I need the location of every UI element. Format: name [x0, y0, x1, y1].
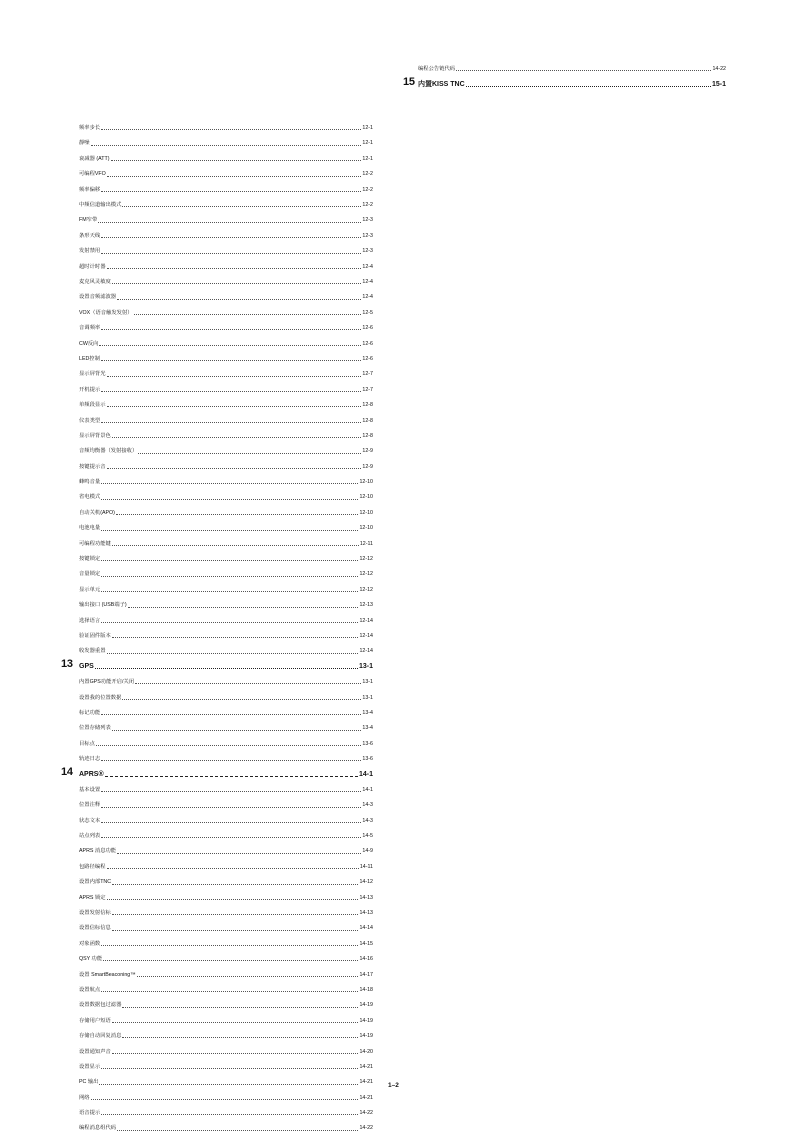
toc-leader-dots [116, 514, 359, 515]
toc-entry-page: 12-11 [359, 540, 373, 547]
toc-entry-title: 内置GPS功能开启/关闭 [79, 679, 135, 686]
toc-entry[interactable] [79, 516, 373, 531]
toc-entry[interactable] [79, 993, 373, 1008]
toc-entry[interactable] [79, 1009, 373, 1024]
toc-leader-dots [137, 976, 359, 977]
toc-entry[interactable] [79, 624, 373, 639]
toc-entry-page: 12-1 [362, 155, 373, 162]
toc-entry-title: 验证固件版本 [79, 632, 111, 639]
toc-entry-title: 电池电量 [79, 525, 101, 532]
toc-entry-page: 13-1 [362, 679, 373, 686]
toc-leader-dots [112, 1022, 359, 1023]
toc-entry[interactable] [79, 378, 373, 393]
toc-leader-dots [135, 683, 361, 684]
toc-entry-title: 设置 SmartBeaconing™ [79, 971, 136, 978]
toc-entry-title: APRS 锁定 [79, 894, 106, 901]
toc-entry-title: 单频段显示 [79, 402, 106, 409]
toc-entry-page: 12-13 [359, 602, 373, 609]
toc-entry-title: 频率步长 [79, 125, 101, 132]
toc-entry[interactable] [418, 56, 726, 72]
toc-leader-dots [107, 268, 362, 269]
chapter-number: 13 [61, 658, 73, 671]
toc-entry[interactable] [79, 1116, 373, 1131]
toc-leader-dots [117, 853, 361, 854]
toc-entry-title: 超时计时器 [79, 263, 106, 270]
toc-entry[interactable] [79, 255, 373, 270]
toc-entry-title: 设置内部TNC [79, 879, 112, 886]
toc-leader-dots [112, 930, 359, 931]
toc-entry[interactable] [79, 1039, 373, 1054]
toc-entry[interactable] [79, 131, 373, 146]
toc-entry-title: 麦克风灵敏度 [79, 279, 111, 285]
toc-entry[interactable] [79, 1070, 373, 1085]
toc-entry-page: 12-2 [362, 171, 373, 178]
toc-entry-title: 内置KISS TNC [418, 81, 465, 88]
toc-entry-title: CW反向 [79, 340, 99, 347]
toc-entry-page: 12-14 [359, 648, 373, 655]
toc-entry-page: 12-2 [362, 202, 373, 209]
toc-entry-title: VOX（语音触发发射） [79, 309, 133, 316]
toc-leader-dots [101, 360, 361, 361]
toc-entry-page: 14-19 [359, 1017, 373, 1024]
toc-leader-dots [122, 206, 361, 207]
toc-entry-page: 14-9 [362, 848, 373, 855]
toc-entry-page: 12-14 [359, 617, 373, 624]
toc-leader-dots [128, 607, 359, 608]
toc-leader-dots [101, 560, 358, 561]
toc-entry-page: 14-3 [362, 802, 373, 809]
toc-entry-page: 13-1 [358, 663, 373, 671]
toc-entry-page: 14-12 [359, 879, 373, 886]
toc-entry-page: 12-1 [362, 125, 373, 132]
toc-entry-title: 可编程VFO [79, 171, 106, 178]
toc-entry-title: LED控制 [79, 355, 100, 362]
toc-leader-dots [107, 899, 359, 900]
toc-entry[interactable] [79, 747, 373, 762]
toc-leader-dots [122, 1007, 358, 1008]
page-number: 1–2 [388, 1082, 399, 1089]
toc-right-column [403, 56, 726, 88]
toc-leader-dots [101, 422, 361, 423]
toc-leader-dots [117, 1130, 358, 1131]
toc-entry-page: 12-7 [362, 371, 373, 378]
toc-leader-dots [107, 176, 362, 177]
toc-entry-page: 12-7 [362, 386, 373, 393]
toc-leader-dots [101, 760, 361, 761]
toc-leader-dots [101, 1068, 358, 1069]
toc-chapter-entry[interactable] [61, 655, 373, 671]
toc-entry[interactable] [79, 639, 373, 654]
toc-entry[interactable] [79, 1024, 373, 1039]
toc-entry[interactable] [79, 116, 373, 131]
toc-entry-title: 包路径编程 [79, 863, 106, 870]
toc-entry-page: 14-15 [359, 940, 373, 947]
toc-entry-page: 14-1 [358, 770, 373, 778]
toc-leader-dots [134, 314, 362, 315]
toc-entry-title: 音调频率 [79, 325, 101, 332]
toc-leader-dots [107, 653, 359, 654]
toc-entry-title: GPS [79, 663, 94, 671]
toc-entry[interactable] [79, 978, 373, 993]
toc-leader-dots [107, 376, 362, 377]
toc-leader-dots [101, 591, 358, 592]
toc-entry-title: 设置数据包过滤器 [79, 1002, 122, 1009]
toc-leader-dots [112, 730, 362, 731]
toc-leader-dots [101, 329, 361, 330]
toc-entry-page: 12-10 [359, 479, 373, 486]
toc-leader-dots [101, 576, 358, 577]
toc-leader-dots [112, 1053, 359, 1054]
toc-entry-page: 14-19 [359, 1033, 373, 1040]
toc-entry[interactable] [79, 316, 373, 331]
toc-entry-page: 12-9 [362, 448, 373, 455]
toc-entry[interactable] [79, 193, 373, 208]
toc-leader-dots [91, 1099, 359, 1100]
toc-entry[interactable] [79, 732, 373, 747]
toc-entry[interactable] [79, 408, 373, 423]
toc-entry-title: 目标点 [79, 740, 95, 747]
toc-entry-page: 14-5 [362, 833, 373, 840]
toc-entry-title: 基本设置 [79, 786, 101, 793]
toc-entry-title: 站点列表 [79, 833, 101, 840]
toc-entry[interactable] [79, 870, 373, 885]
toc-entry-page: 12-12 [359, 556, 373, 563]
toc-entry-title: 显示单元 [79, 586, 101, 593]
toc-entry-title: 位置注释 [79, 802, 101, 809]
toc-leader-dots [101, 530, 358, 531]
toc-leader-dots [101, 714, 361, 715]
toc-entry-page: 12-10 [359, 525, 373, 532]
toc-entry-title: 显示屏背景色 [79, 432, 111, 439]
toc-leader-dots [101, 822, 361, 823]
toc-entry-page: 12-4 [362, 279, 373, 285]
toc-entry-page: 13-4 [362, 709, 373, 716]
toc-entry-title: 频率偏移 [79, 186, 101, 193]
toc-entry-title: 设置航点 [79, 986, 101, 993]
toc-entry-title: 按键锁定 [79, 556, 101, 563]
toc-entry-page: 13-6 [362, 756, 373, 763]
chapter-number: 14 [61, 765, 73, 778]
toc-entry-title: 存储用户短语 [79, 1017, 111, 1024]
toc-leader-dots [101, 191, 361, 192]
toc-entry-title: 编程公告链代码 [418, 65, 456, 72]
toc-entry[interactable] [79, 670, 373, 685]
toc-leader-dots [101, 991, 358, 992]
toc-entry-title: PC 输出 [79, 1079, 99, 1086]
toc-entry-page: 12-8 [362, 432, 373, 439]
toc-entry-title: 开机提示 [79, 386, 101, 393]
toc-entry-page: 14-20 [359, 1048, 373, 1055]
toc-entry[interactable] [79, 347, 373, 362]
toc-entry-title: 位置存储列表 [79, 725, 111, 732]
toc-entry[interactable] [79, 778, 373, 793]
toc-entry-page: 14-13 [359, 910, 373, 917]
toc-entry[interactable] [79, 301, 373, 316]
toc-entry-page: 12-12 [359, 586, 373, 593]
toc-leader-dots [101, 391, 361, 392]
toc-entry[interactable] [79, 239, 373, 254]
toc-leader-dots [107, 868, 359, 869]
toc-entry-page: 14-13 [359, 894, 373, 901]
toc-entry-title: 音量锁定 [79, 571, 101, 578]
toc-entry-title: 显示屏背光 [79, 371, 106, 378]
toc-entry-page: 14-21 [359, 1094, 373, 1101]
toc-entry[interactable] [79, 947, 373, 962]
toc-entry[interactable] [79, 532, 373, 547]
toc-leader-dots [107, 406, 362, 407]
toc-leader-dots [96, 745, 361, 746]
toc-entry[interactable] [79, 470, 373, 485]
toc-entry-page: 12-3 [362, 217, 373, 224]
toc-leader-dots [107, 468, 362, 469]
toc-entry-page: 14-14 [359, 925, 373, 932]
toc-entry-page: 12-9 [362, 463, 373, 470]
toc-entry-title: FM窄带 [79, 217, 98, 224]
toc-leader-dots [98, 222, 361, 223]
toc-leader-dots [101, 129, 361, 130]
toc-entry-title: 收发器重置 [79, 648, 106, 655]
toc-entry-page: 12-10 [359, 509, 373, 516]
toc-entry-title: 可编程功能键 [79, 540, 111, 547]
toc-entry[interactable] [79, 716, 373, 731]
toc-entry-page: 14-22 [359, 1110, 373, 1117]
toc-entry-page: 13-1 [362, 694, 373, 701]
toc-entry[interactable] [79, 455, 373, 470]
toc-entry[interactable] [79, 701, 373, 716]
toc-entry-title: 省电模式 [79, 494, 101, 501]
toc-entry[interactable] [79, 809, 373, 824]
toc-entry[interactable] [79, 424, 373, 439]
toc-entry-title: 设置显示 [79, 1063, 101, 1070]
toc-entry-title: 按键提示音 [79, 463, 106, 470]
toc-leader-dots [101, 237, 361, 238]
toc-entry-page: 14-16 [359, 956, 373, 963]
toc-entry[interactable] [79, 501, 373, 516]
toc-entry[interactable] [79, 393, 373, 408]
toc-entry[interactable] [79, 824, 373, 839]
toc-entry[interactable] [79, 331, 373, 346]
toc-entry-title: 衰减器 (ATT) [79, 155, 110, 162]
toc-entry-title: 语音提示 [79, 1110, 101, 1117]
toc-entry[interactable] [79, 593, 373, 608]
toc-entry[interactable] [79, 609, 373, 624]
toc-entry[interactable] [79, 285, 373, 300]
toc-entry-page: 14-22 [359, 1125, 373, 1132]
toc-chapter-entry[interactable] [61, 762, 373, 778]
toc-entry-page: 12-4 [362, 294, 373, 301]
toc-entry-title: 轨迹日志 [79, 756, 101, 763]
toc-entry[interactable] [79, 270, 373, 285]
toc-entry-page: 14-17 [359, 971, 373, 978]
chapter-number: 15 [403, 76, 415, 88]
toc-chapter-entry[interactable] [403, 72, 726, 88]
toc-entry-title: 设置发射信标 [79, 910, 111, 917]
toc-entry-title: 状态文本 [79, 817, 101, 824]
toc-entry-page: 14-21 [359, 1079, 373, 1086]
toc-entry[interactable] [79, 1055, 373, 1070]
toc-entry-title: 标记功能 [79, 709, 101, 716]
toc-entry[interactable] [79, 685, 373, 700]
toc-entry[interactable] [79, 224, 373, 239]
toc-leader-dots [138, 453, 361, 454]
toc-leader-dots [101, 253, 361, 254]
toc-entry-page: 12-10 [359, 494, 373, 501]
toc-entry-title: 音频均衡器（发射接收） [79, 448, 138, 455]
toc-entry[interactable] [79, 916, 373, 931]
toc-entry-page: 14-22 [712, 65, 726, 72]
toc-entry[interactable] [79, 962, 373, 977]
toc-entry-page: 12-4 [362, 263, 373, 270]
toc-leader-dots [101, 622, 358, 623]
toc-entry-page: 15-1 [711, 81, 726, 88]
toc-leader-dots [99, 345, 361, 346]
toc-entry[interactable] [79, 855, 373, 870]
toc-entry-title: 中频信道输出模式 [79, 202, 122, 209]
toc-entry[interactable] [79, 839, 373, 854]
toc-entry-title: 蜂鸣音量 [79, 479, 101, 486]
toc-entry-title: 网络 [79, 1094, 90, 1101]
toc-entry-page: 12-6 [362, 325, 373, 332]
toc-leader-dots [101, 837, 361, 838]
toc-entry[interactable] [79, 886, 373, 901]
toc-leader-dots [91, 145, 362, 146]
toc-entry-page: 14-18 [359, 986, 373, 993]
toc-entry-page: 14-3 [362, 817, 373, 824]
toc-leader-dots [122, 699, 361, 700]
toc-entry[interactable] [79, 901, 373, 916]
toc-leader-dots [101, 1114, 358, 1115]
toc-leader-dots [101, 791, 361, 792]
toc-entry-title: 输出接口 (USB端子) [79, 602, 127, 609]
toc-entry[interactable] [79, 178, 373, 193]
toc-entry[interactable] [79, 162, 373, 177]
toc-entry-title: 发射禁用 [79, 248, 101, 255]
toc-entry-page: 13-6 [362, 740, 373, 747]
toc-entry-page: 14-1 [362, 786, 373, 793]
toc-entry-title: 条形天线 [79, 232, 101, 239]
toc-entry-page: 13-4 [362, 725, 373, 732]
toc-entry-title: 选择语言 [79, 617, 101, 624]
toc-leader-dots [101, 807, 361, 808]
toc-leader-dots [105, 776, 358, 777]
toc-entry[interactable] [79, 362, 373, 377]
toc-entry[interactable] [79, 439, 373, 454]
toc-entry-title: 编程消息组代码 [79, 1125, 117, 1132]
toc-entry-page: 12-3 [362, 248, 373, 255]
toc-entry-title: 设置音频滤波器 [79, 294, 117, 301]
toc-entry-page: 12-3 [362, 232, 373, 239]
toc-leader-dots [112, 884, 358, 885]
toc-entry-title: QSY 功能 [79, 956, 103, 963]
toc-entry-page: 12-2 [362, 186, 373, 193]
toc-entry[interactable] [79, 932, 373, 947]
toc-entry-title: 仪表类型 [79, 417, 101, 424]
toc-entry-title: 设置信标信息 [79, 925, 111, 932]
toc-leader-dots [111, 160, 362, 161]
toc-entry-page: 12-1 [362, 140, 373, 147]
toc-entry-page: 12-6 [362, 355, 373, 362]
toc-leader-dots [101, 945, 358, 946]
toc-entry-title: 对象函数 [79, 940, 101, 947]
toc-entry-page: 12-12 [359, 571, 373, 578]
toc-leader-dots [112, 283, 362, 284]
toc-entry-title: 靜噪 [79, 140, 90, 147]
toc-entry[interactable] [79, 793, 373, 808]
toc-entry-page: 14-19 [359, 1002, 373, 1009]
toc-entry-page: 14-11 [359, 863, 373, 870]
toc-entry-title: 存储自动回复消息 [79, 1033, 122, 1040]
toc-leader-dots [112, 545, 359, 546]
toc-entry-page: 14-21 [359, 1063, 373, 1070]
toc-entry-page: 12-8 [362, 417, 373, 424]
toc-leader-dots [122, 1037, 358, 1038]
toc-entry-title: 设置通知声音 [79, 1048, 111, 1055]
toc-leader-dots [466, 86, 711, 87]
toc-entry-title: APRS® [79, 770, 104, 778]
toc-leader-dots [112, 437, 362, 438]
toc-entry[interactable] [79, 562, 373, 577]
toc-entry-page: 12-14 [359, 632, 373, 639]
toc-entry[interactable] [79, 147, 373, 162]
toc-leader-dots [101, 499, 358, 500]
toc-leader-dots [112, 914, 359, 915]
toc-leader-dots [95, 668, 358, 669]
toc-left-column [61, 116, 373, 1132]
toc-entry-title: 自动关机(APO) [79, 509, 115, 516]
toc-entry[interactable] [79, 1086, 373, 1101]
toc-entry[interactable] [79, 547, 373, 562]
toc-entry-title: 设置我的位置数据 [79, 694, 122, 701]
toc-entry-page: 12-6 [362, 340, 373, 347]
toc-leader-dots [103, 960, 358, 961]
toc-leader-dots [112, 637, 359, 638]
toc-entry-page: 12-8 [362, 402, 373, 409]
toc-leader-dots [117, 299, 361, 300]
toc-entry[interactable] [79, 485, 373, 500]
toc-entry-title: APRS 消息功能 [79, 848, 117, 855]
toc-leader-dots [101, 483, 358, 484]
toc-entry[interactable] [79, 1101, 373, 1116]
toc-entry[interactable] [79, 578, 373, 593]
toc-leader-dots [99, 1084, 358, 1085]
toc-entry[interactable] [79, 208, 373, 223]
toc-entry-page: 12-5 [362, 309, 373, 316]
toc-leader-dots [456, 70, 711, 71]
